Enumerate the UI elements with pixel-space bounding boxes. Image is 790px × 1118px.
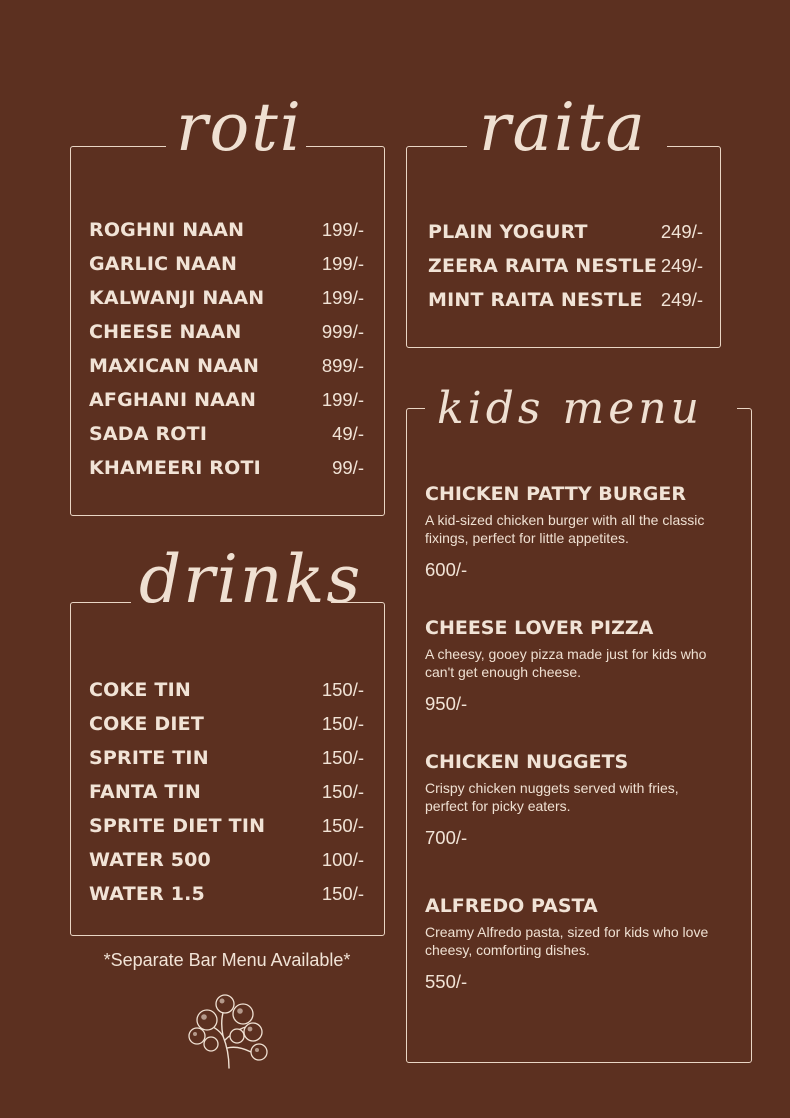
kids-item-price: 550/- [425,971,468,992]
kids-item [425,751,741,849]
item-price: 49/- [332,423,364,444]
item-price: 150/- [321,679,364,700]
item-name: SPRITE TIN [89,747,209,769]
menu-item [89,423,364,453]
menu-item [89,321,364,351]
kids-item-name: ALFREDO PASTA [425,895,598,917]
kids-item [425,895,741,993]
menu-item [89,679,364,709]
kids-item-name: CHICKEN NUGGETS [425,751,629,773]
item-name: MAXICAN NAAN [89,355,260,377]
kids-item-price: 600/- [425,559,468,580]
item-name: WATER 1.5 [89,883,205,905]
item-price: 249/- [660,289,703,310]
kids-item-description: Creamy Alfredo pasta, sized for kids who love cheesy, comforting dishes. [425,924,709,958]
drinks-title: drinks [139,541,363,618]
menu-item [89,815,364,845]
menu-item [89,883,364,913]
menu-item [89,253,364,283]
item-price: 150/- [321,747,364,768]
drinks-section [70,541,385,936]
raita-section [406,89,721,348]
item-name: KHAMEERI ROTI [89,457,261,479]
kids-item [425,483,741,581]
item-price: 100/- [321,849,364,870]
kids-item-description: Crispy chicken nuggets served with fries, perfect for picky eaters. [425,780,679,814]
item-name: GARLIC NAAN [89,253,238,275]
kids-menu-title: kids menu [437,383,703,434]
kids-item-price: 700/- [425,827,468,848]
item-price: 199/- [321,253,364,274]
menu-item [89,849,364,879]
item-name: WATER 500 [89,849,211,871]
kids-item-description: A kid-sized chicken burger with all the classic fixings, perfect for little appetites. [425,512,705,546]
kids-item-name: CHEESE LOVER PIZZA [425,617,654,639]
menu-item [89,219,364,249]
menu-item [428,221,703,251]
item-price: 99/- [332,457,364,478]
item-name: MINT RAITA NESTLE [428,289,643,311]
item-price: 999/- [321,321,364,342]
kids-menu-section [406,383,752,1063]
item-price: 899/- [321,355,364,376]
menu-item [89,389,364,419]
item-price: 249/- [660,255,703,276]
roti-section [70,89,385,516]
menu-item [89,287,364,317]
menu-item [89,747,364,777]
item-name: ROGHNI NAAN [89,219,245,241]
menu-item [89,713,364,743]
menu-item [89,355,364,385]
item-name: PLAIN YOGURT [428,221,588,243]
item-price: 199/- [321,287,364,308]
kids-item-price: 950/- [425,693,468,714]
bar-menu-note: *Separate Bar Menu Available* [103,950,351,970]
item-price: 150/- [321,781,364,802]
kids-item [425,617,741,715]
roti-title: roti [176,89,303,166]
item-name: CHEESE NAAN [89,321,242,343]
item-name: AFGHANI NAAN [89,389,257,411]
menu-item [89,457,364,487]
kids-item-description: A cheesy, gooey pizza made just for kids who can't get enough cheese. [425,646,707,680]
item-name: SPRITE DIET TIN [89,815,266,837]
item-price: 249/- [660,221,703,242]
menu-item [428,255,703,285]
kids-item-name: CHICKEN PATTY BURGER [425,483,686,505]
item-price: 150/- [321,713,364,734]
item-name: COKE DIET [89,713,204,735]
item-name: FANTA TIN [89,781,201,803]
item-name: SADA ROTI [89,423,208,445]
item-price: 150/- [321,883,364,904]
item-name: ZEERA RAITA NESTLE [428,255,658,277]
herb-sketch-icon [183,990,275,1070]
item-price: 199/- [321,389,364,410]
item-price: 199/- [321,219,364,240]
menu-item [89,781,364,811]
item-price: 150/- [321,815,364,836]
menu-item [428,289,703,319]
item-name: KALWANJI NAAN [89,287,265,309]
item-name: COKE TIN [89,679,191,701]
raita-title: raita [479,89,647,166]
